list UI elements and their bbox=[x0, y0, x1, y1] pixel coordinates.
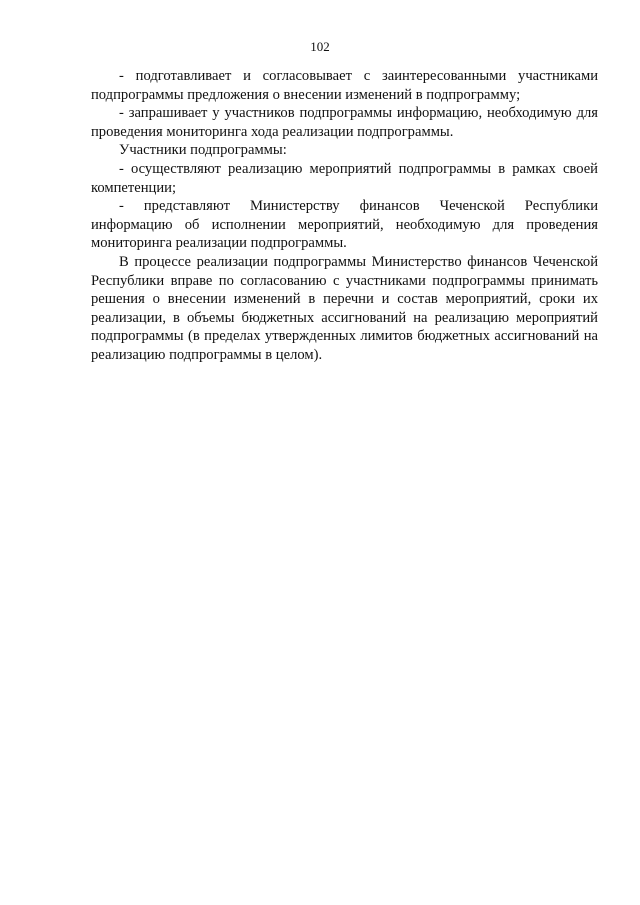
paragraph-implement-activities: - осуществляют реализацию мероприятий подпрограммы в рамках своей компетенции; bbox=[91, 160, 598, 196]
document-body bbox=[91, 67, 598, 365]
paragraph-prepare-proposals: - подготавливает и согласовывает с заинтересованными участниками подпрограммы предложения о внесении изменений в подпрограмму; bbox=[91, 68, 598, 103]
paragraph-provide-information: - представляют Министерству финансов Чеченской Республики информацию об исполнении мероприятий, необходимую для проведения мониторинга реализации подпрограммы. bbox=[91, 198, 598, 252]
page-number: 102 bbox=[310, 39, 330, 54]
paragraph-request-information: - запрашивает у участников подпрограммы информацию, необходимую для проведения мониторинга хода реализации подпрограммы. bbox=[91, 105, 598, 140]
paragraph-ministry-rights: В процессе реализации подпрограммы Министерство финансов Чеченской Республики вправе по согласованию с участниками подпрограммы принимать решения о внесении изменений в перечни и состав мероприятий, сроки их реализации, в объемы бюджетных ассигнований на реализацию мероприятий подпрограммы (в пределах утвержденных лимитов бюджетных ассигнований на реализацию подпрограммы в целом). bbox=[91, 253, 598, 363]
paragraph-participants-heading: Участники подпрограммы: bbox=[119, 142, 287, 159]
